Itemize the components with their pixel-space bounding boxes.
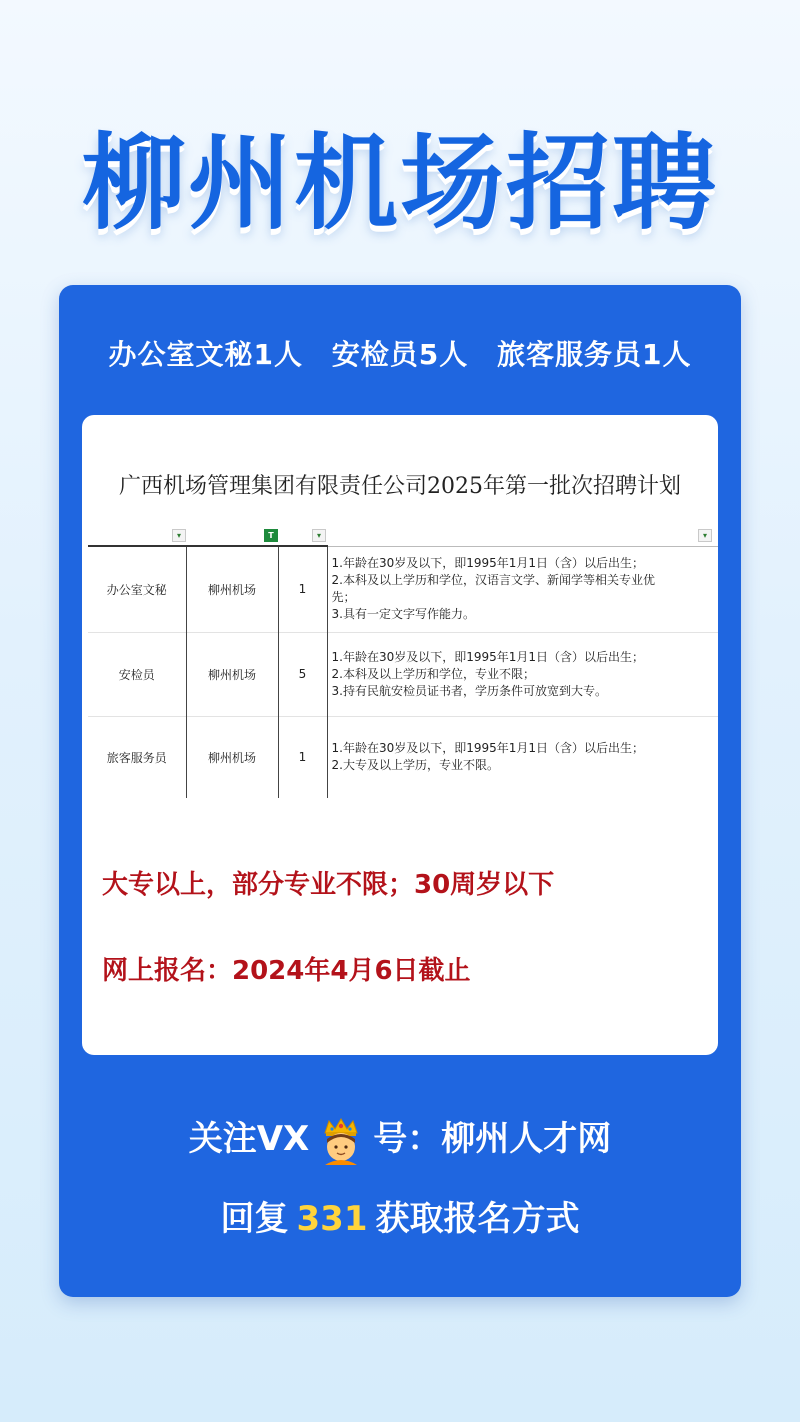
- follow-prefix: 关注VX: [188, 1119, 310, 1159]
- location-cell: 柳州机场: [186, 632, 278, 716]
- deadline-highlight: 网上报名：2024年4月6日截止: [102, 956, 471, 986]
- requirements-cell: [327, 716, 718, 798]
- follow-suffix: 号：柳州人才网: [373, 1119, 612, 1159]
- table-row: [88, 716, 718, 798]
- position-cell: 旅客服务员: [88, 716, 186, 798]
- requirement-line: 2.本科及以上学历和学位，汉语言文学、新闻学等相关专业优: [331, 573, 655, 587]
- requirement-line: 1.年龄在30岁及以下，即1995年1月1日（含）以后出生；: [331, 741, 645, 756]
- position-cell: 安检员: [88, 632, 186, 716]
- page-title: 柳州机场招聘: [81, 122, 718, 244]
- recruitment-plan-table: [88, 545, 718, 798]
- requirement-line: 3.具有一定文字写作能力。: [331, 607, 475, 621]
- requirement-highlight: 大专以上，部分专业不限；30周岁以下: [102, 870, 555, 900]
- follow-line: [59, 1115, 741, 1165]
- position-cell: 办公室文秘: [88, 546, 186, 632]
- count-cell: 1: [278, 716, 327, 798]
- document-panel: [82, 415, 718, 1055]
- filter-dropdown-icon[interactable]: ▾: [698, 529, 712, 542]
- requirement-line: 1.年龄在30岁及以下，即1995年1月1日（含）以后出生；: [331, 649, 645, 664]
- position-summary-secretary: 办公室文秘1人: [108, 338, 303, 371]
- requirement-line: 3.持有民航安检员证书者，学历条件可放宽到大专。: [331, 683, 607, 698]
- requirements-cell: [327, 632, 718, 716]
- requirement-line: 1.年龄在30岁及以下，即1995年1月1日（含）以后出生；: [331, 556, 645, 570]
- table-row: [88, 546, 718, 632]
- count-cell: 1: [278, 546, 327, 632]
- filter-dropdown-icon[interactable]: ▾: [172, 529, 186, 542]
- count-cell: 5: [278, 632, 327, 716]
- table-row: [88, 632, 718, 716]
- position-summary-security: 安检员5人: [331, 338, 469, 371]
- position-summary-passenger-service: 旅客服务员1人: [496, 338, 692, 371]
- recruitment-card: [59, 285, 741, 1297]
- requirement-line: 2.本科及以上学历和学位，专业不限；: [331, 666, 535, 681]
- table-filter-row: [82, 527, 718, 545]
- reply-line: [59, 1195, 741, 1243]
- filter-dropdown-icon[interactable]: ▾: [312, 529, 326, 542]
- requirement-line: 先；: [331, 590, 356, 604]
- crowned-person-icon: [315, 1117, 367, 1165]
- location-cell: 柳州机场: [186, 716, 278, 798]
- location-cell: 柳州机场: [186, 546, 278, 632]
- document-title: 广西机场管理集团有限责任公司2025年第一批次招聘计划: [119, 474, 681, 499]
- filter-active-icon[interactable]: T: [264, 529, 278, 542]
- positions-summary: [59, 335, 741, 375]
- reply-prefix: 回复: [220, 1199, 289, 1239]
- requirement-line: 2.大专及以上学历，专业不限。: [331, 758, 499, 773]
- requirements-cell: [327, 546, 718, 632]
- reply-suffix: 获取报名方式: [375, 1199, 580, 1239]
- reply-code: 331: [296, 1199, 368, 1239]
